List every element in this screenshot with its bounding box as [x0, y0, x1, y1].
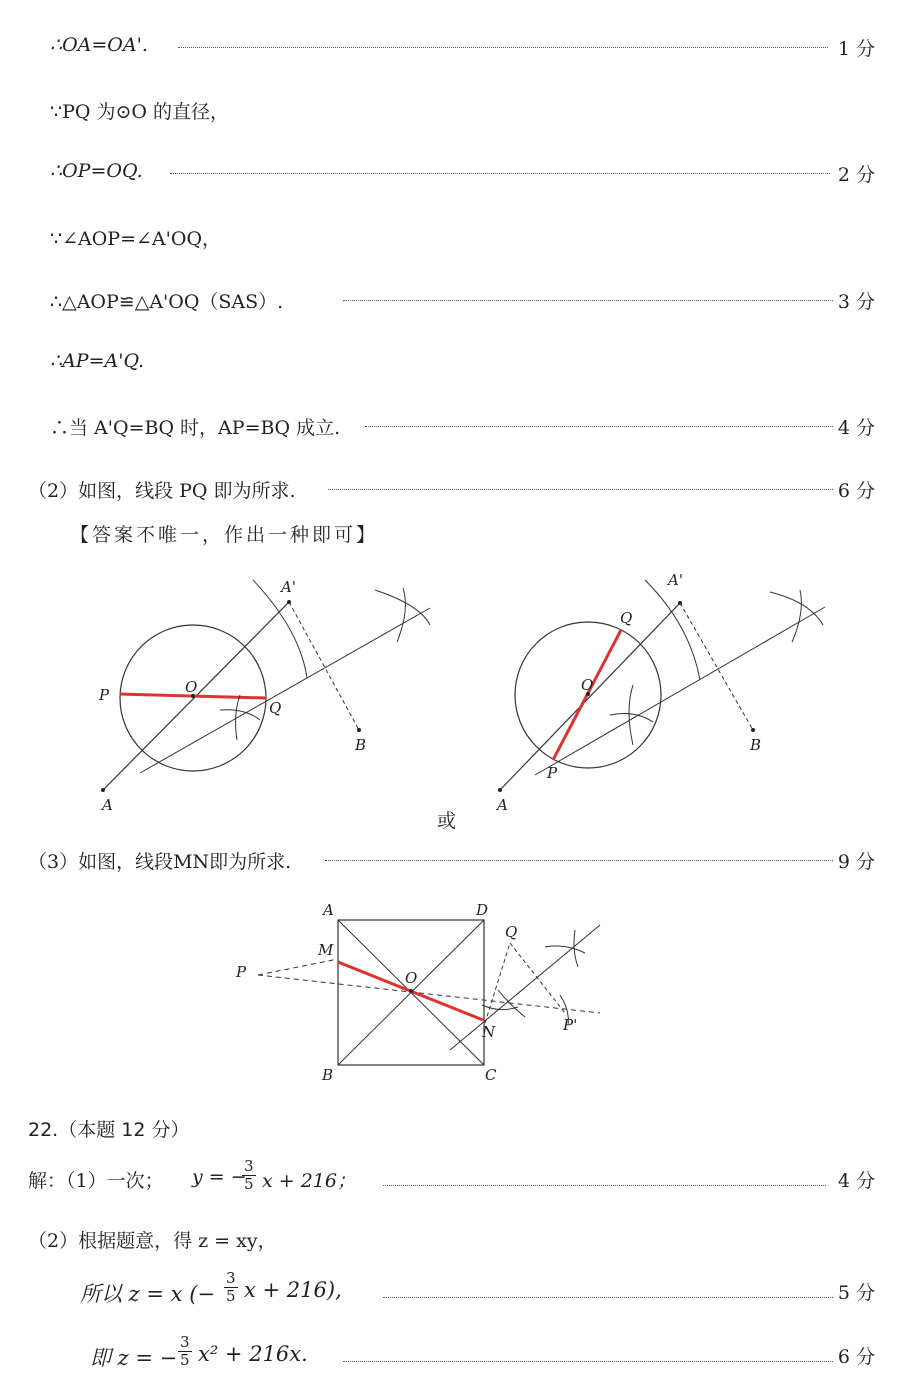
score-label: 6 分: [837, 480, 875, 502]
dot-leader: [343, 300, 833, 301]
proof-text: （3）如图，线段MN即为所求.: [28, 851, 292, 873]
point-aprime: [287, 600, 291, 604]
fraction-3-5: [240, 1158, 258, 1193]
bisector-line: [535, 607, 825, 775]
dot-leader: [365, 426, 833, 427]
score-label: 1 分: [837, 38, 875, 60]
label-a: A: [102, 796, 113, 814]
arc-mark-3: [545, 946, 585, 953]
fraction-numerator: 3: [180, 1333, 190, 1351]
q22-sol-line-1: [0, 1158, 903, 1208]
formula-tail: x + 216；: [262, 1170, 356, 1192]
arc-mark-2: [397, 588, 405, 642]
dashed-line-p-m: [258, 959, 338, 975]
point-a: [101, 788, 105, 792]
arc-mark-4: [574, 930, 578, 967]
answer-note: 【答案不唯一，作出一种即可】: [70, 524, 379, 546]
label-p: P: [236, 963, 247, 981]
fraction-denominator: 5: [180, 1351, 190, 1369]
label-d: D: [476, 901, 489, 919]
dashed-line-q-pprime: [510, 943, 565, 1013]
label-o: O: [185, 678, 198, 696]
line-a-aprime: [500, 603, 680, 790]
score-label: 6 分: [837, 1346, 875, 1368]
fraction-3-5: [222, 1270, 240, 1305]
fraction-denominator: 5: [226, 1287, 236, 1305]
point-o: [409, 989, 413, 993]
formula-prefix: 即 z = −: [90, 1346, 178, 1370]
dot-leader: [170, 173, 830, 174]
point-a: [498, 788, 502, 792]
arc-mark-3: [610, 714, 653, 722]
proof-line-1: [0, 30, 903, 64]
q22-sol-line-4: [0, 1334, 903, 1384]
q22-sol-line-3: [0, 1270, 903, 1320]
dashed-line-p-pprime: [258, 975, 600, 1013]
label-p: P: [547, 764, 558, 782]
arc-aprime: [253, 580, 307, 678]
proof-line-7: [0, 409, 903, 443]
label-p: P: [99, 686, 110, 704]
proof-text: ∵∠AOP=∠A'OQ，: [50, 228, 222, 250]
proof-line-4: [0, 220, 903, 254]
arc-mark-2: [792, 590, 801, 642]
dot-leader: [383, 1297, 833, 1298]
proof-text: ∴当 A'Q=BQ 时，AP=BQ 成立.: [50, 417, 341, 439]
label-m: M: [318, 941, 334, 959]
point-b: [357, 728, 361, 732]
label-o: O: [405, 969, 418, 987]
label-q: Q: [269, 699, 282, 717]
proof-text: ∵PQ 为⊙O 的直径，: [50, 101, 230, 123]
fraction-numerator: 3: [226, 1269, 236, 1287]
arc-mark-3: [220, 710, 260, 720]
score-label: 2 分: [837, 164, 875, 186]
dot-leader: [178, 47, 828, 48]
proof-text: （2）如图，线段 PQ 即为所求.: [28, 480, 296, 502]
label-c: C: [485, 1066, 497, 1084]
label-aprime: A': [281, 578, 296, 596]
point-b: [751, 728, 755, 732]
q22-title: [0, 1111, 903, 1145]
bisector-line: [450, 925, 600, 1050]
arc-mark-1: [770, 592, 823, 625]
part2-line: [0, 472, 903, 506]
proof-line-3: [0, 156, 903, 190]
dashed-line-aprime-b: [289, 602, 359, 730]
label-q: Q: [620, 609, 633, 627]
formula-tail: x + 216),: [244, 1278, 342, 1302]
label-b: B: [750, 736, 762, 754]
proof-line-2: [0, 93, 903, 127]
dashed-line-aprime-b: [680, 603, 753, 730]
construction-figure-3: [230, 895, 615, 1090]
label-o: O: [581, 676, 594, 694]
q22-sol-line-2: [0, 1222, 903, 1256]
part3-line: [0, 843, 903, 877]
label-b: B: [322, 1066, 334, 1084]
formula-tail: x² + 216x.: [198, 1342, 308, 1366]
formula-y: y = −: [192, 1166, 247, 1188]
question-title: 22.（本题 12 分）: [28, 1119, 190, 1141]
proof-line-6: [0, 346, 903, 380]
formula-prefix: 所以 z = x (−: [80, 1282, 215, 1306]
label-n: N: [482, 1023, 496, 1041]
score-label: 4 分: [837, 1170, 875, 1192]
arc-mark-1: [375, 590, 430, 625]
or-label: 或: [437, 810, 457, 832]
solution-prefix: 解：（1）一次；: [28, 1170, 164, 1192]
construction-figure-2: [485, 570, 850, 815]
proof-text: ∴AP=A'Q.: [50, 350, 145, 372]
proof-text: ∴OA=OA'.: [50, 34, 148, 56]
label-pprime: P': [563, 1016, 578, 1034]
label-a: A: [497, 796, 508, 814]
label-b: B: [355, 736, 367, 754]
score-label: 3 分: [837, 291, 875, 313]
arc-mark-4: [629, 685, 633, 745]
score-label: 4 分: [837, 417, 875, 439]
solution-text: （2）根据题意，得 z = xy，: [28, 1230, 277, 1252]
dot-leader: [328, 489, 833, 490]
proof-line-5: [0, 283, 903, 317]
bisector-line: [140, 608, 430, 773]
fraction-3-5: [176, 1334, 194, 1369]
construction-figure-1: [85, 570, 450, 815]
label-aprime: A': [668, 571, 683, 589]
dot-leader: [325, 860, 833, 861]
score-label: 9 分: [837, 851, 875, 873]
point-aprime: [678, 601, 682, 605]
label-q: Q: [505, 923, 518, 941]
score-label: 5 分: [837, 1282, 875, 1304]
dot-leader: [383, 1185, 826, 1186]
proof-text: ∴OP=OQ.: [50, 160, 143, 182]
fraction-denominator: 5: [244, 1175, 254, 1193]
dot-leader: [343, 1361, 833, 1362]
fraction-numerator: 3: [244, 1157, 254, 1175]
label-a: A: [323, 901, 334, 919]
proof-text: ∴△AOP≌△A'OQ（SAS）.: [50, 291, 284, 313]
